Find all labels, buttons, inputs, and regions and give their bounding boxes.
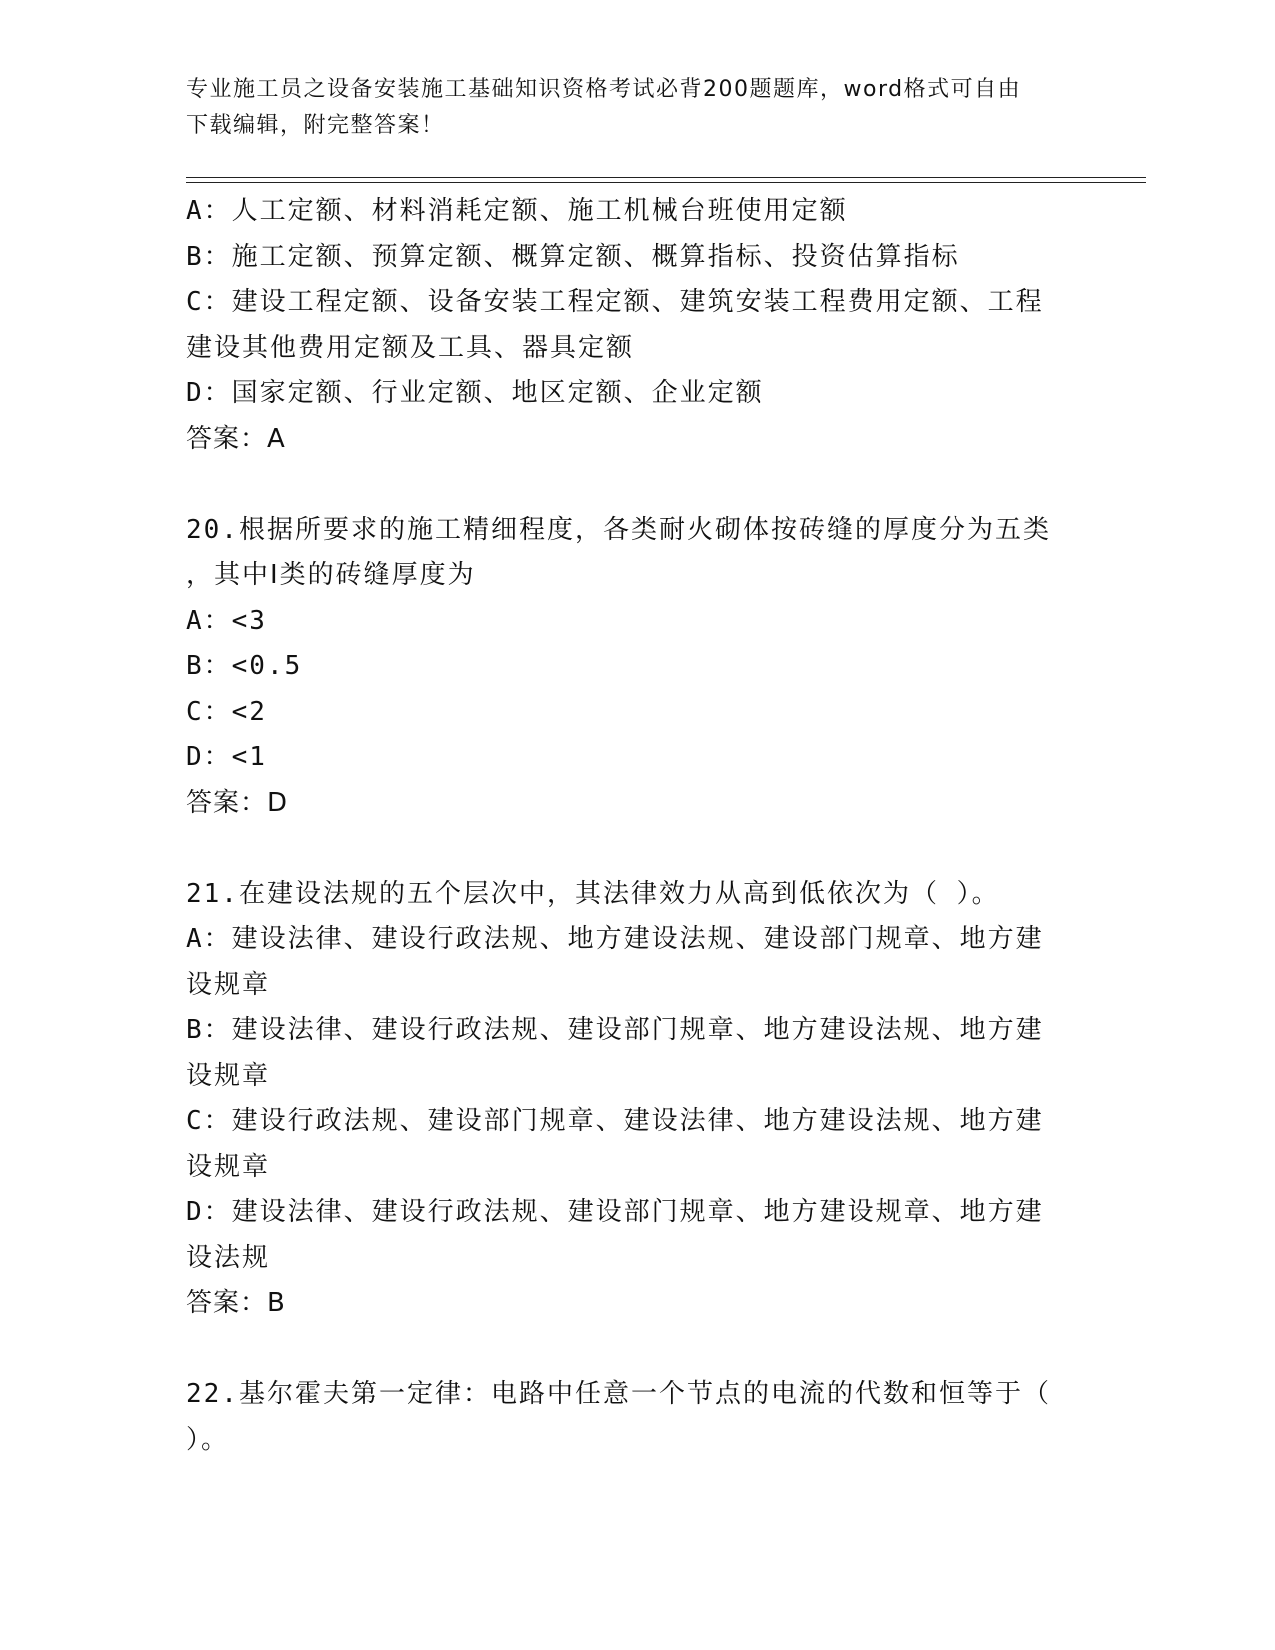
option-b: B：施工定额、预算定额、概算定额、概算指标、投资估算指标 xyxy=(186,241,960,272)
answer-line: 答案：D xyxy=(186,787,289,818)
document-header xyxy=(186,72,1066,144)
option-c: C：<2 xyxy=(186,696,267,727)
question-stem: 22.基尔霍夫第一定律：电路中任意一个节点的电流的代数和恒等于（ xyxy=(186,1379,1051,1409)
option-a: A：<3 xyxy=(186,605,267,636)
question-stem: 20.根据所要求的施工精细程度，各类耐火砌体按砖缝的厚度分为五类 xyxy=(186,514,1051,545)
option-d: D：<1 xyxy=(186,742,267,772)
option-b: B：<0.5 xyxy=(186,651,303,681)
header-divider-top xyxy=(186,177,1146,178)
option-a-continued: 设规章 xyxy=(186,969,271,1000)
option-b-continued: 设规章 xyxy=(186,1060,271,1091)
spacer xyxy=(186,1327,1066,1373)
question-content xyxy=(186,189,1066,1463)
option-c-continued: 建设其他费用定额及工具、器具定额 xyxy=(186,332,635,363)
header-line-1: 专业施工员之设备安装施工基础知识资格考试必背200题题库，word格式可自由 xyxy=(186,77,1022,102)
option-d: D：国家定额、行业定额、地区定额、企业定额 xyxy=(186,378,764,408)
spacer xyxy=(186,462,1066,508)
answer-line: 答案：B xyxy=(186,1288,286,1318)
option-a: A：建设法律、建设行政法规、地方建设法规、建设部门规章、地方建 xyxy=(186,924,1044,954)
option-b: B：建设法律、建设行政法规、建设部门规章、地方建设法规、地方建 xyxy=(186,1015,1044,1045)
option-a: A：人工定额、材料消耗定额、施工机械台班使用定额 xyxy=(186,196,848,226)
question-stem-continued: ）。 xyxy=(186,1424,230,1455)
header-divider-bottom xyxy=(186,182,1146,183)
answer-line: 答案：A xyxy=(186,423,286,454)
header-line-2: 下载编辑，附完整答案！ xyxy=(186,113,445,138)
question-21 xyxy=(186,872,1066,1327)
question-stem-continued: ，其中Ⅰ类的砖缝厚度为 xyxy=(186,560,476,590)
spacer xyxy=(186,826,1066,872)
question-19-continued xyxy=(186,189,1066,462)
option-d: D：建设法律、建设行政法规、建设部门规章、地方建设规章、地方建 xyxy=(186,1197,1044,1227)
question-20 xyxy=(186,508,1066,827)
option-c: C：建设工程定额、设备安装工程定额、建筑安装工程费用定额、工程 xyxy=(186,287,1044,317)
option-d-continued: 设法规 xyxy=(186,1242,271,1273)
option-c: C：建设行政法规、建设部门规章、建设法律、地方建设法规、地方建 xyxy=(186,1106,1044,1136)
question-stem: 21.在建设法规的五个层次中，其法律效力从高到低依次为（ ）。 xyxy=(186,878,1000,909)
option-c-continued: 设规章 xyxy=(186,1151,271,1182)
question-22 xyxy=(186,1372,1066,1463)
